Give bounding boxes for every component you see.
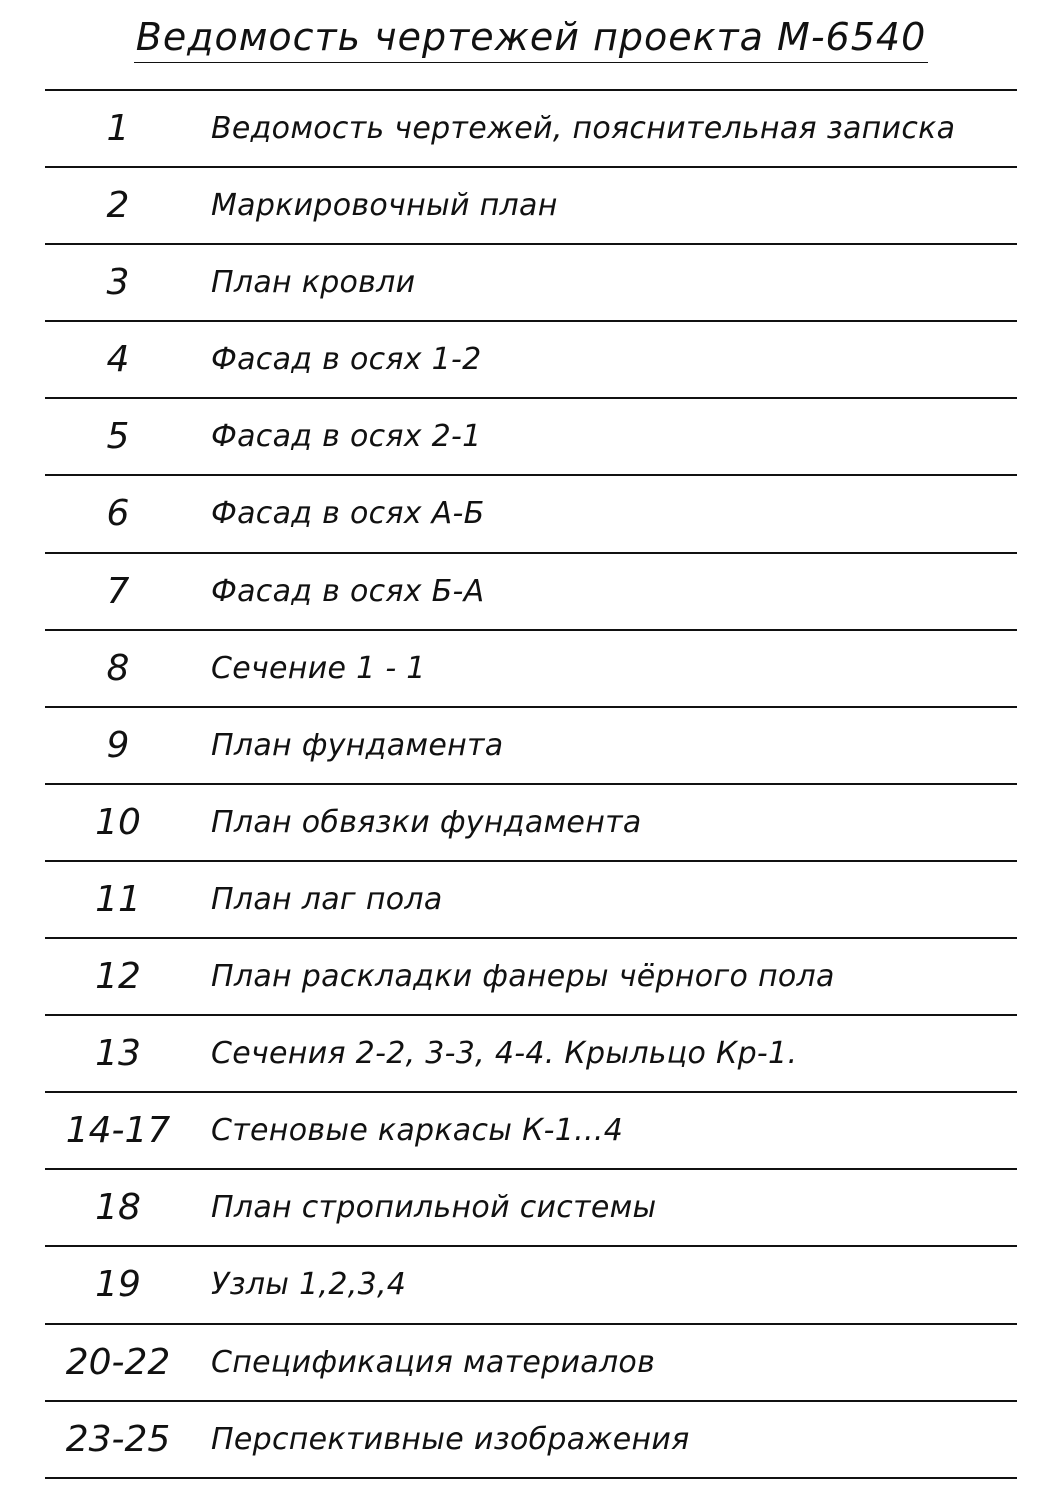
sheet-name: План стропильной системы (211, 1190, 657, 1226)
sheet-number: 11 (95, 878, 141, 920)
sheet-row (45, 631, 1017, 708)
sheet-number: 13 (95, 1033, 141, 1075)
sheet-number: 4 (106, 339, 130, 381)
sheet-row (45, 168, 1017, 245)
sheet-name: Спецификация материалов (211, 1344, 656, 1380)
sheet-row (45, 708, 1017, 785)
sheet-number: 10 (95, 801, 141, 843)
sheet-number: 3 (106, 262, 130, 304)
sheet-name: План кровли (211, 265, 416, 301)
sheet-list (45, 89, 1017, 1479)
sheet-row (45, 476, 1017, 553)
sheet-row (45, 91, 1017, 168)
sheet-number: 2 (106, 185, 130, 227)
sheet-name: Сечение 1 - 1 (211, 650, 426, 686)
sheet-row (45, 1170, 1017, 1247)
sheet-row (45, 554, 1017, 631)
sheet-row (45, 1247, 1017, 1324)
document-title-text: Ведомость чертежей проекта М-6540 (134, 14, 929, 63)
sheet-number: 5 (106, 416, 130, 458)
sheet-name: Узлы 1,2,3,4 (211, 1267, 407, 1303)
sheet-row (45, 399, 1017, 476)
sheet-number: 19 (95, 1264, 141, 1306)
sheet-number: 6 (106, 493, 130, 535)
sheet-row (45, 1402, 1017, 1479)
sheet-row (45, 245, 1017, 322)
sheet-number: 12 (95, 956, 141, 998)
sheet-name: Фасад в осях А-Б (211, 496, 485, 532)
sheet-row (45, 1093, 1017, 1170)
sheet-number: 1 (106, 108, 130, 149)
sheet-name: Фасад в осях 2-1 (211, 419, 482, 455)
sheet-number: 14-17 (65, 1110, 171, 1152)
sheet-number: 7 (106, 570, 130, 612)
sheet-row (45, 785, 1017, 862)
sheet-number: 8 (106, 647, 130, 689)
sheet-row (45, 1325, 1017, 1402)
sheet-number: 9 (106, 724, 130, 766)
sheet-row (45, 322, 1017, 399)
sheet-number: 23-25 (65, 1418, 171, 1460)
document-title (0, 14, 1062, 63)
sheet-name: План лаг пола (211, 881, 443, 917)
sheet-name: План раскладки фанеры чёрного пола (211, 959, 835, 995)
sheet-name: Перспективные изображения (211, 1421, 690, 1457)
sheet-row (45, 939, 1017, 1016)
sheet-name: Стеновые каркасы К-1...4 (211, 1113, 624, 1149)
sheet-number: 18 (95, 1187, 141, 1229)
sheet-name: План фундамента (211, 727, 504, 763)
sheet-name: Фасад в осях 1-2 (211, 342, 482, 378)
sheet-row (45, 1016, 1017, 1093)
sheet-name: Фасад в осях Б-А (211, 573, 485, 609)
sheet-name: Маркировочный план (211, 188, 558, 224)
sheet-name: Сечения 2-2, 3-3, 4-4. Крыльцо Кр-1. (211, 1036, 798, 1072)
sheet-name: Ведомость чертежей, пояснительная записка (211, 111, 956, 146)
sheet-row (45, 862, 1017, 939)
sheet-name: План обвязки фундамента (211, 804, 642, 840)
sheet-number: 20-22 (65, 1341, 171, 1383)
